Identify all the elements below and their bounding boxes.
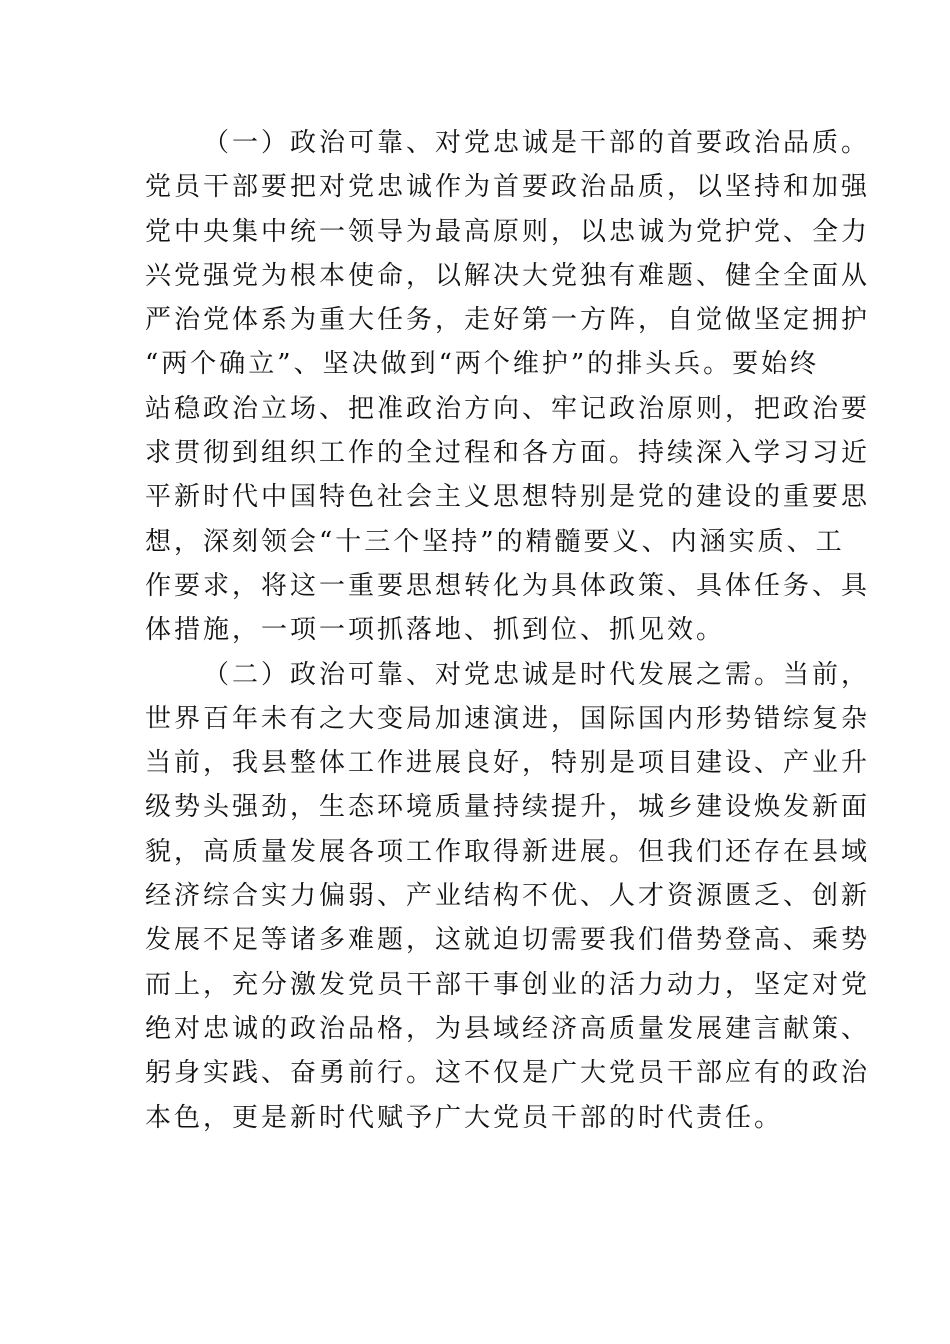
paragraph-1-line-9: 平新时代中国特色社会主义思想特别是党的建设的重要思 (145, 482, 871, 513)
paragraph-1-line-5: 严治党体系为重大任务，走好第一方阵，自觉做坚定拥护 (145, 305, 871, 336)
paragraph-1-line-12: 体措施，一项一项抓落地、抓到位、抓见效。 (145, 615, 726, 646)
paragraph-1 (145, 121, 871, 653)
paragraph-1-line-11: 作要求，将这一重要思想转化为具体政策、具体任务、具 (145, 570, 871, 601)
paragraph-2-line-10: 躬身实践、奋勇前行。这不仅是广大党员干部应有的政治 (145, 1058, 871, 1089)
paragraph-2-line-3: 当前，我县整体工作进展良好，特别是项目建设、产业升 (145, 748, 871, 779)
paragraph-1-line-4: 兴党强党为根本使命，以解决大党独有难题、健全全面从 (145, 260, 871, 291)
paragraph-1-line-2: 党员干部要把对党忠诚作为首要政治品质，以坚持和加强 (145, 172, 871, 203)
paragraph-2-line-2: 世界百年未有之大变局加速演进，国际国内形势错综复杂 (145, 703, 871, 734)
paragraph-2-line-9: 绝对忠诚的政治品格，为县域经济高质量发展建言献策、 (145, 1013, 871, 1044)
paragraph-2-line-6: 经济综合实力偏弱、产业结构不优、人才资源匮乏、创新 (145, 881, 871, 912)
paragraph-1-line-10: 想，深刻领会“十三个坚持”的精髓要义、内涵实质、工 (145, 526, 845, 557)
paragraph-2-line-8: 而上，充分激发党员干部干事创业的活力动力，坚定对党 (145, 969, 871, 1000)
paragraph-2-line-4: 级势头强劲，生态环境质量持续提升，城乡建设焕发新面 (145, 792, 871, 823)
paragraph-2-line-11: 本色，更是新时代赋予广大党员干部的时代责任。 (145, 1102, 784, 1133)
paragraph-2-line-7: 发展不足等诸多难题，这就迫切需要我们借势登高、乘势 (145, 925, 871, 956)
paragraph-2 (145, 653, 871, 1140)
paragraph-2-line-5: 貌，高质量发展各项工作取得新进展。但我们还存在县域 (145, 836, 871, 867)
paragraph-1-line-6: “两个确立”、坚决做到“两个维护”的排头兵。要始终 (145, 349, 820, 380)
paragraph-1-line-1: （一）政治可靠、对党忠诚是干部的首要政治品质。 (203, 128, 871, 158)
document-body (145, 121, 871, 1140)
paragraph-1-line-7: 站稳政治立场、把准政治方向、牢记政治原则，把政治要 (145, 393, 871, 424)
paragraph-1-line-3: 党中央集中统一领导为最高原则，以忠诚为党护党、全力 (145, 216, 871, 247)
paragraph-2-line-1: （二）政治可靠、对党忠诚是时代发展之需。当前， (203, 659, 871, 690)
paragraph-1-line-8: 求贯彻到组织工作的全过程和各方面。持续深入学习习近 (145, 438, 871, 469)
